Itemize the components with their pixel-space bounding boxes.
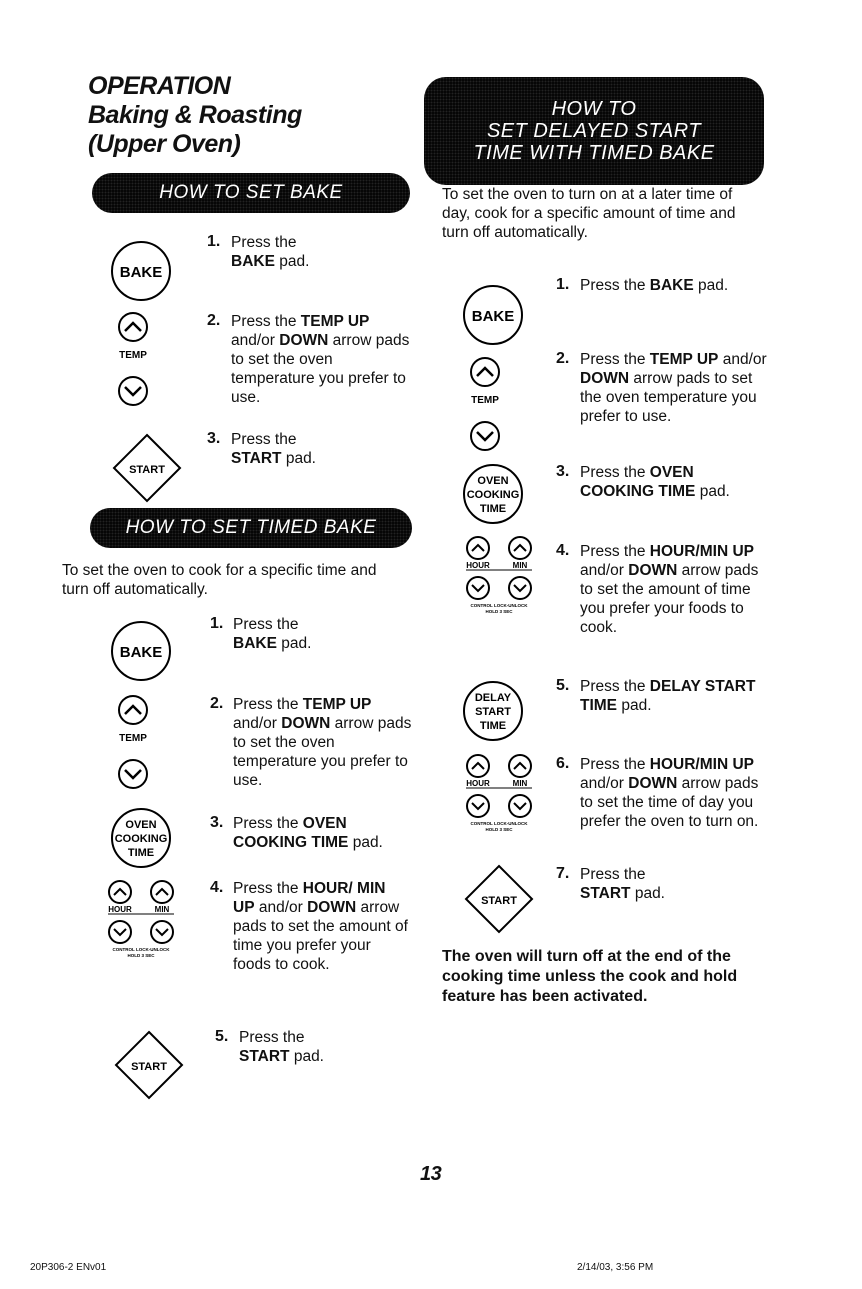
step-number: 4. [210, 879, 224, 896]
section-title: OPERATION [88, 72, 231, 100]
step-number: 1. [556, 276, 570, 293]
set-bake-step-2: Press the TEMP UP and/or DOWN arrow pads to set the oven temperature you prefer to use. [231, 313, 410, 406]
svg-text:START: START [129, 464, 165, 476]
step-number: 1. [207, 233, 221, 250]
delayed-intro: To set the oven to turn on at a later time of day, cook for a specific amount of time and turn off automatically. [442, 186, 736, 241]
oven-cooking-time-pad-icon [110, 807, 180, 869]
step-number: 2. [210, 695, 224, 712]
start-pad-icon [112, 433, 192, 513]
svg-text:START: START [481, 895, 517, 907]
svg-text:START: START [475, 706, 511, 718]
svg-text:HOUR: HOUR [108, 905, 132, 914]
step-number: 5. [215, 1028, 229, 1045]
svg-text:TIME: TIME [127, 847, 155, 859]
delayed-step-2: Press the TEMP UP and/or DOWN arrow pads to set the oven temperature you prefer to use. [580, 351, 767, 425]
temp-arrow-pads-icon [110, 693, 170, 798]
bake-pad-icon [110, 240, 180, 302]
section-subtitle-oven: (Upper Oven) [88, 130, 241, 158]
delayed-step-6: Press the HOUR/MIN UP and/or DOWN arrow pads to set the time of day you prefer the oven to turn on. [580, 756, 759, 830]
section-subtitle: Baking & Roasting [88, 101, 302, 129]
hour-min-arrow-pads-icon [462, 534, 552, 624]
svg-text:HOLD 3 SEC: HOLD 3 SEC [485, 827, 513, 832]
delayed-step-3: Press the OVEN COOKING TIME pad. [580, 464, 730, 500]
temp-arrow-pads-icon [462, 355, 522, 460]
set-bake-step-1: Press the BAKE pad. [231, 234, 310, 270]
svg-text:TEMP: TEMP [119, 733, 147, 744]
svg-text:MIN: MIN [154, 905, 170, 914]
timed-bake-step-2: Press the TEMP UP and/or DOWN arrow pads to set the oven temperature you prefer to use. [233, 696, 412, 789]
svg-text:DELAY: DELAY [474, 692, 512, 704]
delayed-step-4: Press the HOUR/MIN UP and/or DOWN arrow pads to set the amount of time you prefer your foods to cook. [580, 543, 759, 636]
banner-line: SET DELAYED START [486, 120, 702, 142]
svg-text:MIN: MIN [512, 779, 528, 788]
bake-pad-icon [462, 284, 532, 346]
delay-start-time-pad-icon [462, 680, 532, 742]
temp-arrow-pads-icon [110, 310, 170, 415]
svg-text:CONTROL LOCK-UNLOCK: CONTROL LOCK-UNLOCK [470, 821, 528, 826]
svg-text:HOLD 3 SEC: HOLD 3 SEC [485, 609, 513, 614]
page-number: 13 [420, 1163, 442, 1185]
timed-bake-step-5: Press the START pad. [239, 1029, 324, 1065]
oven-cooking-time-pad-icon [462, 463, 532, 525]
svg-text:START: START [131, 1061, 167, 1073]
delayed-step-7: Press the START pad. [580, 866, 665, 902]
svg-text:HOUR: HOUR [466, 561, 490, 570]
timed-bake-banner: HOW TO SET TIMED BAKE [90, 508, 412, 548]
svg-text:HOLD 3 SEC: HOLD 3 SEC [127, 953, 155, 958]
svg-text:BAKE: BAKE [119, 644, 163, 661]
svg-text:TEMP: TEMP [471, 395, 499, 406]
start-pad-icon [114, 1030, 194, 1110]
step-number: 3. [556, 463, 570, 480]
svg-text:OVEN: OVEN [477, 475, 509, 487]
step-number: 6. [556, 755, 570, 772]
set-bake-step-3: Press the START pad. [231, 431, 316, 467]
footer-left: 20P306-2 ENv01 [30, 1262, 107, 1273]
svg-text:OVEN: OVEN [125, 819, 157, 831]
hour-min-arrow-pads-icon [104, 878, 194, 968]
cook-and-hold-note: The oven will turn off at the end of the cooking time unless the cook and hold feature has been activated. [442, 948, 738, 1005]
step-number: 2. [556, 350, 570, 367]
step-number: 2. [207, 312, 221, 329]
svg-text:BAKE: BAKE [471, 308, 515, 325]
timed-bake-step-1: Press the BAKE pad. [233, 616, 312, 652]
delayed-step-5: Press the DELAY START TIME pad. [580, 678, 756, 714]
step-number: 3. [210, 814, 224, 831]
footer-right: 2/14/03, 3:56 PM [577, 1262, 654, 1273]
step-number: 3. [207, 430, 221, 447]
start-pad-icon [464, 864, 544, 944]
svg-text:COOKING: COOKING [114, 833, 168, 845]
svg-text:HOUR: HOUR [466, 779, 490, 788]
step-number: 7. [556, 865, 570, 882]
svg-text:CONTROL LOCK-UNLOCK: CONTROL LOCK-UNLOCK [112, 947, 170, 952]
svg-text:MIN: MIN [512, 561, 528, 570]
svg-text:TIME: TIME [479, 503, 507, 515]
step-number: 1. [210, 615, 224, 632]
delayed-start-banner [424, 77, 764, 185]
timed-bake-step-3: Press the OVEN COOKING TIME pad. [233, 815, 383, 851]
bake-pad-icon [110, 620, 180, 682]
step-number: 5. [556, 677, 570, 694]
step-number: 4. [556, 542, 570, 559]
hour-min-arrow-pads-icon [462, 752, 552, 842]
svg-text:COOKING: COOKING [466, 489, 520, 501]
svg-text:BAKE: BAKE [119, 264, 163, 281]
timed-bake-intro: To set the oven to cook for a specific time and turn off automatically. [62, 562, 377, 598]
svg-text:CONTROL LOCK-UNLOCK: CONTROL LOCK-UNLOCK [470, 603, 528, 608]
banner-line: HOW TO [551, 98, 637, 120]
banner-line: TIME WITH TIMED BAKE [473, 142, 715, 164]
set-bake-banner: HOW TO SET BAKE [92, 173, 410, 213]
delayed-step-1: Press the BAKE pad. [580, 277, 729, 294]
timed-bake-step-4: Press the HOUR/ MIN UP and/or DOWN arrow pads to set the amount of time you prefer your foods to cook. [233, 880, 408, 973]
svg-text:TIME: TIME [479, 720, 507, 732]
svg-text:TEMP: TEMP [119, 350, 147, 361]
